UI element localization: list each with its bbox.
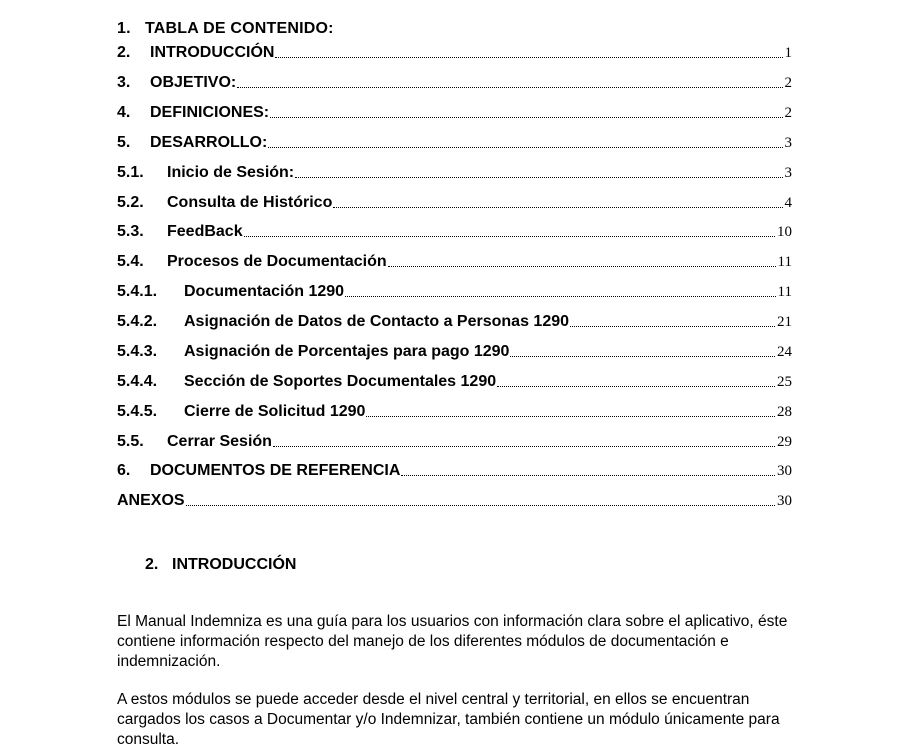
toc-entry-page: 2 bbox=[784, 105, 792, 121]
toc-title-text: TABLA DE CONTENIDO: bbox=[145, 20, 334, 37]
toc-entry-number: 4. bbox=[117, 104, 131, 121]
toc-entry-page: 25 bbox=[777, 374, 792, 390]
toc-entry-page: 11 bbox=[777, 284, 792, 300]
toc-entry-number: 5.4.5. bbox=[117, 403, 158, 420]
toc-entry-number: 5. bbox=[117, 134, 131, 151]
toc-entry-page: 10 bbox=[777, 224, 792, 240]
toc-entry-page: 30 bbox=[777, 463, 792, 479]
toc-entry-number: 5.5. bbox=[117, 433, 144, 450]
toc-entry[interactable] bbox=[117, 100, 792, 122]
toc-entry-number: 6. bbox=[117, 462, 131, 479]
section-title: INTRODUCCIÓN bbox=[172, 556, 297, 573]
toc-entry-label: Consulta de Histórico bbox=[167, 194, 333, 211]
toc-entry[interactable] bbox=[117, 458, 792, 480]
toc-entry-number: 5.1. bbox=[117, 164, 144, 181]
toc-entry[interactable] bbox=[117, 219, 792, 241]
toc-entry-label: OBJETIVO: bbox=[150, 74, 237, 91]
toc-dot-leader bbox=[275, 57, 782, 58]
toc-dot-leader bbox=[295, 177, 782, 178]
toc-dot-leader bbox=[366, 416, 775, 417]
toc-dot-leader bbox=[345, 296, 775, 297]
toc-entry-label: Asignación de Porcentajes para pago 1290 bbox=[184, 343, 510, 360]
toc-entry-label: FeedBack bbox=[167, 223, 243, 240]
toc-dot-leader bbox=[186, 505, 775, 506]
toc-entry-number: 5.4.1. bbox=[117, 283, 158, 300]
toc-entry-number: 5.4.3. bbox=[117, 343, 158, 360]
toc-entry-label: Procesos de Documentación bbox=[167, 253, 387, 270]
toc-dot-leader bbox=[333, 207, 782, 208]
toc-entry-label: INTRODUCCIÓN bbox=[150, 44, 275, 61]
toc-entry[interactable] bbox=[117, 190, 792, 212]
toc-entry-page: 21 bbox=[777, 314, 792, 330]
toc-entry-number: 5.3. bbox=[117, 223, 144, 240]
toc-title bbox=[117, 20, 334, 38]
toc-entry-page: 2 bbox=[784, 75, 792, 91]
toc-entry-label: DOCUMENTOS DE REFERENCIA bbox=[150, 462, 401, 479]
toc-dot-leader bbox=[570, 326, 775, 327]
toc-dot-leader bbox=[273, 446, 775, 447]
toc-dot-leader bbox=[388, 266, 776, 267]
toc-entry[interactable] bbox=[117, 279, 792, 301]
toc-entry-page: 11 bbox=[777, 254, 792, 270]
toc-dot-leader bbox=[497, 386, 775, 387]
toc-entry[interactable] bbox=[117, 369, 792, 391]
section-number: 2. bbox=[145, 556, 159, 573]
toc-dot-leader bbox=[510, 356, 775, 357]
toc-entry-label: ANEXOS bbox=[117, 492, 185, 509]
toc-entry-label: Sección de Soportes Documentales 1290 bbox=[184, 373, 497, 390]
toc-entry[interactable] bbox=[117, 399, 792, 421]
toc-entry[interactable] bbox=[117, 429, 792, 451]
toc-entry[interactable] bbox=[117, 70, 792, 92]
toc-entry[interactable] bbox=[117, 160, 792, 182]
toc-entry-page: 29 bbox=[777, 434, 792, 450]
toc-entry-number: 5.4. bbox=[117, 253, 144, 270]
toc-entry-number: 5.2. bbox=[117, 194, 144, 211]
toc-title-number: 1. bbox=[117, 20, 131, 37]
toc-entry-number: 5.4.2. bbox=[117, 313, 158, 330]
toc-dot-leader bbox=[401, 475, 775, 476]
toc-entry[interactable] bbox=[117, 309, 792, 331]
toc-entry-label: DEFINICIONES: bbox=[150, 104, 270, 121]
toc-entry-number: 3. bbox=[117, 74, 131, 91]
toc-dot-leader bbox=[268, 147, 782, 148]
toc-dot-leader bbox=[270, 117, 782, 118]
intro-paragraph-2: A estos módulos se puede acceder desde el nivel central y territorial, en ellos se encuentran cargados los casos a Documentar y/o Indemnizar, también contiene un módulo únicamente para consulta. bbox=[117, 691, 780, 748]
toc-entry-page: 30 bbox=[777, 493, 792, 509]
toc-entry-label: Inicio de Sesión: bbox=[167, 164, 295, 181]
toc-entry[interactable] bbox=[117, 249, 792, 271]
intro-paragraph-1: El Manual Indemniza es una guía para los usuarios con información clara sobre el aplicativo, éste contiene información respecto del manejo de los diferentes módulos de documentación e indemnización. bbox=[117, 613, 788, 670]
toc-entry-number: 5.4.4. bbox=[117, 373, 158, 390]
toc-entry-label: Cierre de Solicitud 1290 bbox=[184, 403, 366, 420]
toc-entry-label: DESARROLLO: bbox=[150, 134, 268, 151]
toc-entry-page: 4 bbox=[784, 195, 792, 211]
section-heading bbox=[145, 556, 296, 574]
toc-entry-page: 28 bbox=[777, 404, 792, 420]
toc-entry-number: 2. bbox=[117, 44, 131, 61]
toc-entry[interactable] bbox=[117, 488, 792, 510]
toc-entry[interactable] bbox=[117, 40, 792, 62]
toc-entry-page: 3 bbox=[784, 165, 792, 181]
toc-entry-page: 3 bbox=[784, 135, 792, 151]
toc-entry-page: 24 bbox=[777, 344, 792, 360]
toc-entry-label: Documentación 1290 bbox=[184, 283, 345, 300]
toc-entry-page: 1 bbox=[784, 45, 792, 61]
toc-entry-label: Asignación de Datos de Contacto a Personas 1290 bbox=[184, 313, 570, 330]
toc-dot-leader bbox=[237, 87, 782, 88]
toc-entry[interactable] bbox=[117, 130, 792, 152]
toc-entry-label: Cerrar Sesión bbox=[167, 433, 272, 450]
toc-entry[interactable] bbox=[117, 339, 792, 361]
toc-dot-leader bbox=[244, 236, 775, 237]
